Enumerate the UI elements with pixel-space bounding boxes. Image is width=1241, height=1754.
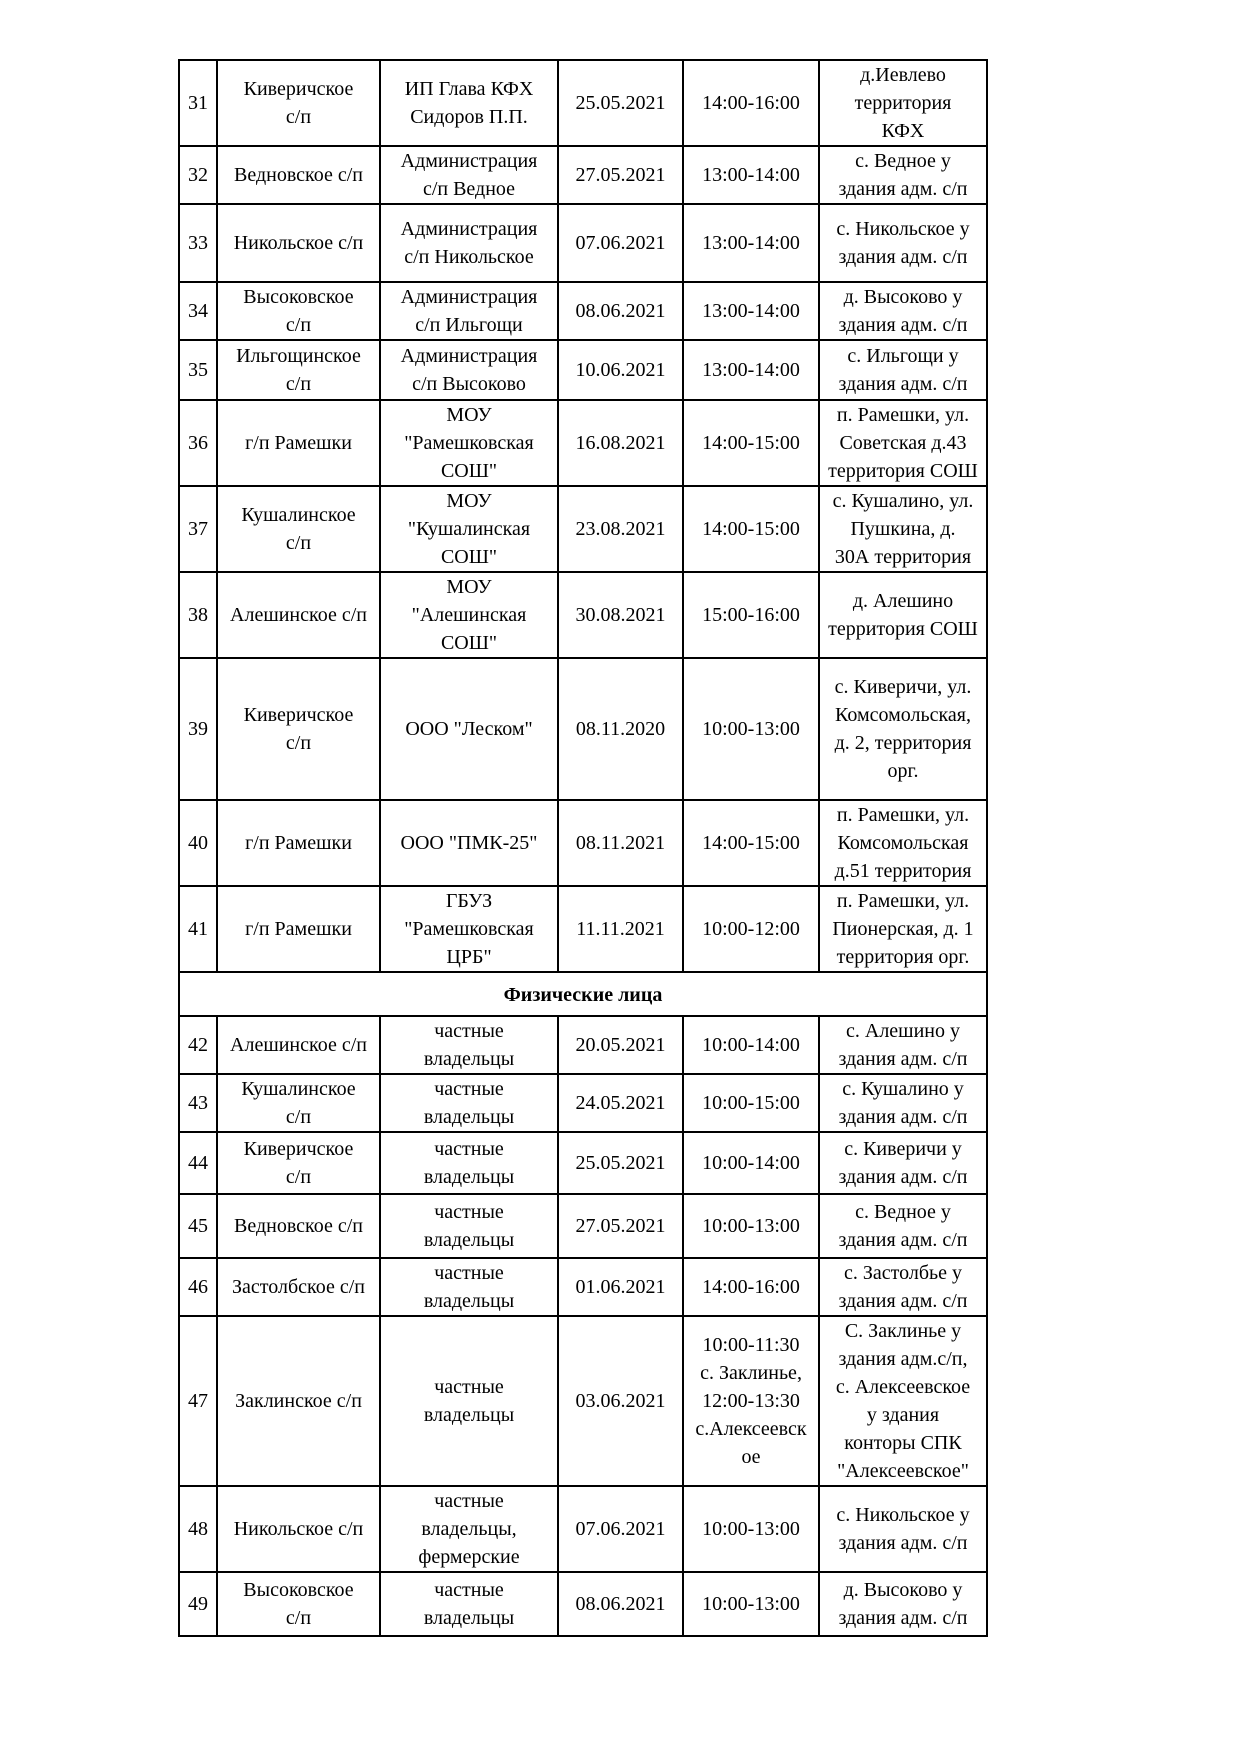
organization-cell: частные владельцы, фермерские <box>380 1486 558 1572</box>
location-cell: с. Застолбье у здания адм. с/п <box>819 1258 987 1316</box>
time-cell: 13:00-14:00 <box>683 204 819 282</box>
row-number: 34 <box>179 282 217 340</box>
row-number: 35 <box>179 340 217 400</box>
table-row <box>179 1074 987 1132</box>
row-number: 49 <box>179 1572 217 1636</box>
location-cell: с. Никольское у здания адм. с/п <box>819 204 987 282</box>
time-cell: 10:00-13:00 <box>683 1486 819 1572</box>
table-row <box>179 1016 987 1074</box>
time-cell: 14:00-15:00 <box>683 400 819 486</box>
location-cell: с. Киверичи у здания адм. с/п <box>819 1132 987 1194</box>
date-cell: 20.05.2021 <box>558 1016 683 1074</box>
organization-cell: ИП Глава КФХ Сидоров П.П. <box>380 60 558 146</box>
location-cell: д. Высоково у здания адм. с/п <box>819 282 987 340</box>
location-cell: С. Заклинье у здания адм.с/п, с. Алексеевское у здания конторы СПК "Алексеевское" <box>819 1316 987 1486</box>
organization-cell: частные владельцы <box>380 1016 558 1074</box>
organization-cell: частные владельцы <box>380 1316 558 1486</box>
table-row <box>179 282 987 340</box>
row-number: 36 <box>179 400 217 486</box>
location-cell: д. Высоково у здания адм. с/п <box>819 1572 987 1636</box>
table-row <box>179 60 987 146</box>
settlement-cell: Ведновское с/п <box>217 146 380 204</box>
row-number: 39 <box>179 658 217 800</box>
settlement-cell: Ильгощинское с/п <box>217 340 380 400</box>
table-row <box>179 1132 987 1194</box>
organization-cell: МОУ "Рамешковская СОШ" <box>380 400 558 486</box>
settlement-cell: Высоковское с/п <box>217 1572 380 1636</box>
date-cell: 07.06.2021 <box>558 1486 683 1572</box>
organization-cell: ООО "Леском" <box>380 658 558 800</box>
table-row <box>179 800 987 886</box>
organization-cell: ООО "ПМК-25" <box>380 800 558 886</box>
organization-cell: Администрация с/п Никольское <box>380 204 558 282</box>
row-number: 40 <box>179 800 217 886</box>
table-row <box>179 146 987 204</box>
section-title: Физические лица <box>179 972 987 1016</box>
time-cell: 14:00-16:00 <box>683 60 819 146</box>
location-cell: с. Кушалино, ул. Пушкина, д. 30А территория <box>819 486 987 572</box>
settlement-cell: Киверичское с/п <box>217 1132 380 1194</box>
row-number: 31 <box>179 60 217 146</box>
row-number: 38 <box>179 572 217 658</box>
settlement-cell: Алешинское с/п <box>217 1016 380 1074</box>
date-cell: 08.11.2020 <box>558 658 683 800</box>
settlement-cell: Ведновское с/п <box>217 1194 380 1258</box>
table-row <box>179 204 987 282</box>
location-cell: с. Ведное у здания адм. с/п <box>819 1194 987 1258</box>
organization-cell: частные владельцы <box>380 1074 558 1132</box>
time-cell: 10:00-13:00 <box>683 1572 819 1636</box>
date-cell: 16.08.2021 <box>558 400 683 486</box>
date-cell: 25.05.2021 <box>558 1132 683 1194</box>
location-cell: с. Алешино у здания адм. с/п <box>819 1016 987 1074</box>
date-cell: 01.06.2021 <box>558 1258 683 1316</box>
settlement-cell: г/п Рамешки <box>217 886 380 972</box>
table-row <box>179 1572 987 1636</box>
organization-cell: МОУ "Кушалинская СОШ" <box>380 486 558 572</box>
organization-cell: МОУ "Алешинская СОШ" <box>380 572 558 658</box>
time-cell: 10:00-11:30 с. Заклинье, 12:00-13:30 с.Алексеевск ое <box>683 1316 819 1486</box>
organization-cell: частные владельцы <box>380 1132 558 1194</box>
time-cell: 10:00-15:00 <box>683 1074 819 1132</box>
settlement-cell: Кушалинское с/п <box>217 1074 380 1132</box>
date-cell: 08.11.2021 <box>558 800 683 886</box>
organization-cell: Администрация с/п Ильгощи <box>380 282 558 340</box>
date-cell: 08.06.2021 <box>558 1572 683 1636</box>
time-cell: 10:00-13:00 <box>683 1194 819 1258</box>
location-cell: с. Никольское у здания адм. с/п <box>819 1486 987 1572</box>
row-number: 45 <box>179 1194 217 1258</box>
settlement-cell: Киверичское с/п <box>217 658 380 800</box>
location-cell: п. Рамешки, ул. Советская д.43 территория СОШ <box>819 400 987 486</box>
settlement-cell: Высоковское с/п <box>217 282 380 340</box>
date-cell: 08.06.2021 <box>558 282 683 340</box>
location-cell: д.Иевлево территория КФХ <box>819 60 987 146</box>
schedule-table <box>178 59 988 1637</box>
location-cell: с. Ведное у здания адм. с/п <box>819 146 987 204</box>
settlement-cell: Никольское с/п <box>217 1486 380 1572</box>
location-cell: п. Рамешки, ул. Комсомольская д.51 территория <box>819 800 987 886</box>
date-cell: 24.05.2021 <box>558 1074 683 1132</box>
organization-cell: Администрация с/п Высоково <box>380 340 558 400</box>
row-number: 46 <box>179 1258 217 1316</box>
table-row <box>179 658 987 800</box>
row-number: 43 <box>179 1074 217 1132</box>
settlement-cell: Алешинское с/п <box>217 572 380 658</box>
organization-cell: ГБУЗ "Рамешковская ЦРБ" <box>380 886 558 972</box>
row-number: 32 <box>179 146 217 204</box>
settlement-cell: г/п Рамешки <box>217 400 380 486</box>
table-row <box>179 1194 987 1258</box>
time-cell: 13:00-14:00 <box>683 340 819 400</box>
row-number: 48 <box>179 1486 217 1572</box>
settlement-cell: Киверичское с/п <box>217 60 380 146</box>
time-cell: 15:00-16:00 <box>683 572 819 658</box>
row-number: 42 <box>179 1016 217 1074</box>
row-number: 41 <box>179 886 217 972</box>
date-cell: 25.05.2021 <box>558 60 683 146</box>
settlement-cell: Кушалинское с/п <box>217 486 380 572</box>
settlement-cell: г/п Рамешки <box>217 800 380 886</box>
table-row <box>179 486 987 572</box>
table-row <box>179 572 987 658</box>
section-row <box>179 972 987 1016</box>
time-cell: 10:00-12:00 <box>683 886 819 972</box>
location-cell: с. Ильгощи у здания адм. с/п <box>819 340 987 400</box>
date-cell: 03.06.2021 <box>558 1316 683 1486</box>
time-cell: 13:00-14:00 <box>683 146 819 204</box>
location-cell: д. Алешино территория СОШ <box>819 572 987 658</box>
table-row <box>179 1486 987 1572</box>
table-row <box>179 886 987 972</box>
time-cell: 14:00-15:00 <box>683 800 819 886</box>
organization-cell: частные владельцы <box>380 1194 558 1258</box>
time-cell: 10:00-14:00 <box>683 1132 819 1194</box>
settlement-cell: Застолбское с/п <box>217 1258 380 1316</box>
location-cell: с. Киверичи, ул. Комсомольская, д. 2, территория орг. <box>819 658 987 800</box>
organization-cell: частные владельцы <box>380 1572 558 1636</box>
date-cell: 23.08.2021 <box>558 486 683 572</box>
location-cell: п. Рамешки, ул. Пионерская, д. 1 территория орг. <box>819 886 987 972</box>
time-cell: 14:00-16:00 <box>683 1258 819 1316</box>
row-number: 33 <box>179 204 217 282</box>
date-cell: 27.05.2021 <box>558 1194 683 1258</box>
row-number: 37 <box>179 486 217 572</box>
schedule-body <box>179 60 987 1636</box>
date-cell: 27.05.2021 <box>558 146 683 204</box>
date-cell: 07.06.2021 <box>558 204 683 282</box>
settlement-cell: Никольское с/п <box>217 204 380 282</box>
table-row <box>179 340 987 400</box>
table-row <box>179 1258 987 1316</box>
time-cell: 10:00-13:00 <box>683 658 819 800</box>
organization-cell: частные владельцы <box>380 1258 558 1316</box>
date-cell: 30.08.2021 <box>558 572 683 658</box>
date-cell: 10.06.2021 <box>558 340 683 400</box>
row-number: 44 <box>179 1132 217 1194</box>
settlement-cell: Заклинское с/п <box>217 1316 380 1486</box>
time-cell: 10:00-14:00 <box>683 1016 819 1074</box>
table-row <box>179 400 987 486</box>
organization-cell: Администрация с/п Ведное <box>380 146 558 204</box>
time-cell: 14:00-15:00 <box>683 486 819 572</box>
location-cell: с. Кушалино у здания адм. с/п <box>819 1074 987 1132</box>
table-row <box>179 1316 987 1486</box>
row-number: 47 <box>179 1316 217 1486</box>
time-cell: 13:00-14:00 <box>683 282 819 340</box>
date-cell: 11.11.2021 <box>558 886 683 972</box>
